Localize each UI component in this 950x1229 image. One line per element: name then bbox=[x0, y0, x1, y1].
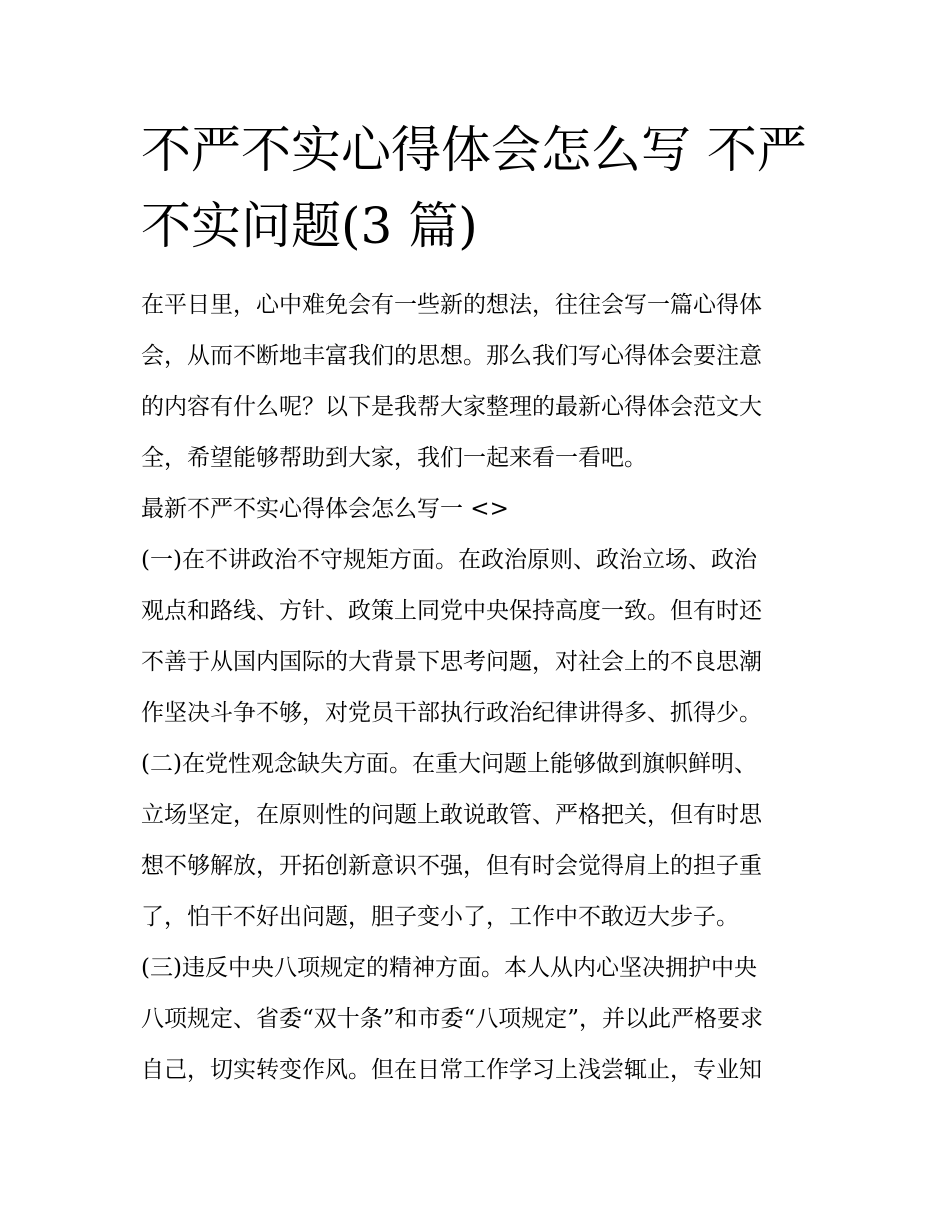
section-1-paragraph bbox=[141, 535, 831, 739]
text-line: 观点和路线、方针、政策上同党中央保持高度一致。但有时还 bbox=[141, 598, 762, 624]
section-2-paragraph bbox=[141, 739, 831, 943]
title-line: 不实问题(3 篇) bbox=[141, 197, 478, 255]
text-line: 不善于从国内国际的大背景下思考问题，对社会上的不良思潮 bbox=[141, 649, 762, 675]
text-line: 全，希望能够帮助到大家，我们一起来看一看吧。 bbox=[141, 445, 647, 471]
text-line: 了，怕干不好出问题，胆子变小了，工作中不敢迈大步子。 bbox=[141, 904, 739, 930]
text-line: 会，从而不断地丰富我们的思想。那么我们写心得体会要注意 bbox=[141, 343, 762, 369]
text-line: (三)违反中央八项规定的精神方面。本人从内心坚决拥护中央 bbox=[141, 955, 757, 981]
document-title bbox=[141, 112, 821, 264]
text-line: (二)在党性观念缺失方面。在重大问题上能够做到旗帜鲜明、 bbox=[141, 751, 757, 777]
section-heading bbox=[141, 484, 831, 535]
text-line: 作坚决斗争不够，对党员干部执行政治纪律讲得多、抓得少。 bbox=[141, 700, 762, 726]
text-line: 自己，切实转变作风。但在日常工作学习上浅尝辄止，专业知 bbox=[141, 1057, 762, 1083]
text-line: 的内容有什么呢？以下是我帮大家整理的最新心得体会范文大 bbox=[141, 394, 762, 420]
text-line: 在平日里，心中难免会有一些新的想法，往往会写一篇心得体 bbox=[141, 292, 762, 318]
intro-paragraph bbox=[141, 280, 831, 484]
section-3-paragraph bbox=[141, 943, 831, 1096]
text-line: (一)在不讲政治不守规矩方面。在政治原则、政治立场、政治 bbox=[141, 547, 757, 573]
title-line: 不严不实心得体会怎么写 不严 bbox=[141, 121, 807, 179]
text-line: 立场坚定，在原则性的问题上敢说敢管、严格把关，但有时思 bbox=[141, 802, 762, 828]
text-line: 最新不严不实心得体会怎么写一 <> bbox=[141, 496, 509, 522]
text-line: 想不够解放，开拓创新意识不强，但有时会觉得肩上的担子重 bbox=[141, 853, 762, 879]
text-line: 八项规定、省委“双十条”和市委“八项规定”，并以此严格要求 bbox=[141, 1006, 764, 1032]
document-body bbox=[141, 280, 831, 1096]
